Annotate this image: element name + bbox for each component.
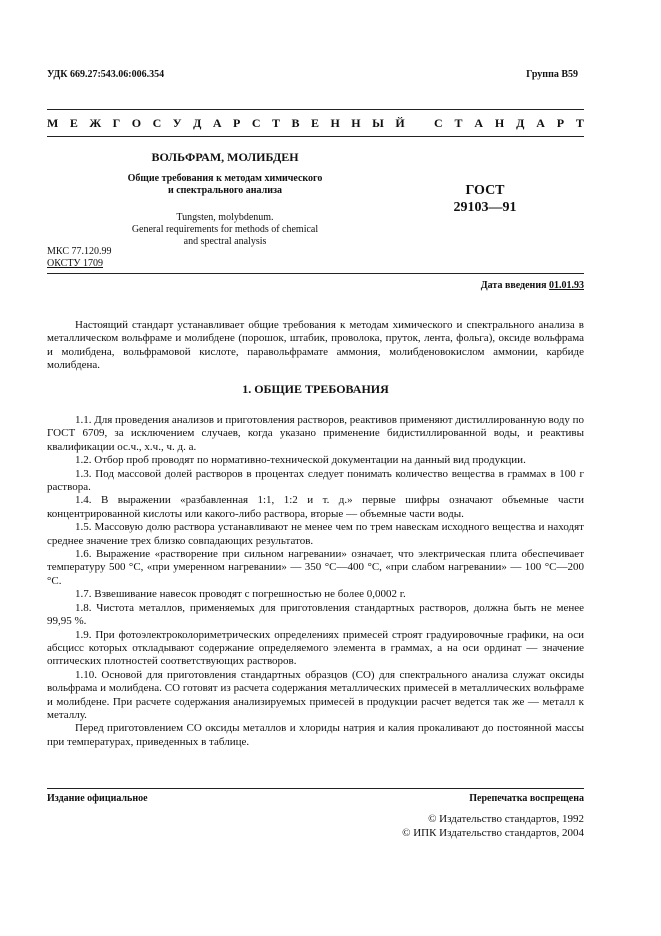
- clause-1-4: 1.4. В выражении «разбавленная 1:1, 1:2 и т. д.» первые шифры означают объемные части концентрированной кислоты или какого-либо раствора, вторые — объемные части воды.: [47, 494, 584, 520]
- banner-letter: Г: [112, 116, 121, 130]
- gost-label: ГОСТ: [465, 183, 505, 198]
- banner-letter: М: [47, 116, 59, 130]
- clause-1-7: 1.7. Взвешивание навесок проводят с погрешностью не более 0,0002 г.: [75, 588, 406, 601]
- group-code: Группа В59: [526, 69, 578, 80]
- banner-letter: С: [434, 116, 443, 130]
- codes-rule: [47, 273, 584, 274]
- banner-letter: С: [152, 116, 162, 130]
- banner-letter: Н: [330, 116, 340, 130]
- banner-letter: Д: [516, 116, 525, 130]
- clause-1-10-cont: Перед приготовлением СО оксиды металлов и хлориды натрия и калия прокаливают до постоянной массы при температурах, приведенных в таблице.: [47, 722, 584, 748]
- banner-letter: Т: [271, 116, 280, 130]
- gost-number: 29103—91: [453, 200, 517, 215]
- clause-1-9: 1.9. При фотоэлектроколориметрических определениях примесей строят градуировочные графики, на оси абсцисс которых откладывают содержание определяемого элемента в граммах, а на оси ординат — значение оптических плотностей соответствующих растворов.: [47, 628, 584, 668]
- mks-code: МКС 77.120.99: [47, 246, 112, 257]
- date-label: Дата введения: [480, 280, 547, 291]
- section-body: [47, 414, 584, 749]
- banner-letter: Т: [454, 116, 463, 130]
- copyright-line-1: © Издательство стандартов, 1992: [428, 813, 584, 825]
- banner-letter: Н: [351, 116, 361, 130]
- clause-1-8: 1.8. Чистота металлов, применяемых для приготовления стандартных растворов, должна быть не менее 99,95 %.: [47, 601, 584, 628]
- doc-title: ВОЛЬФРАМ, МОЛИБДЕН: [151, 150, 299, 164]
- date-value: 01.01.93: [549, 280, 584, 291]
- clause-1-2: 1.2. Отбор проб проводят по нормативно-технической документации на данный вид продукции.: [75, 454, 526, 467]
- footer-rule: [47, 788, 584, 789]
- banner-letter: Ж: [89, 116, 102, 130]
- banner-letter: Н: [494, 116, 505, 130]
- english-title-line-1: Tungsten, molybdenum.: [176, 212, 274, 223]
- top-rule: [47, 109, 584, 110]
- banner-letter: А: [212, 116, 222, 130]
- clause-1-10: 1.10. Основой для приготовления стандартных образцов (СО) для спектрального анализа служат оксиды вольфрама и молибдена. СО готовят из расчета содержания металлических примесей в металлических вольфраме и молибдене. При расчете содержания анализируемых примесей в продукции расчет ведется так же — металл к металлу.: [47, 668, 584, 721]
- banner-letter: Р: [556, 116, 565, 130]
- banner-rule: [47, 136, 584, 137]
- english-title: [120, 212, 330, 248]
- banner-letter: В: [291, 116, 300, 130]
- clause-1-3: 1.3. Под массовой долей растворов в процентах следует понимать количество вещества в граммах в 100 г раствора.: [47, 467, 584, 494]
- reprint-notice: Перепечатка воспрещена: [469, 793, 584, 804]
- banner-word-interstate: [47, 116, 405, 131]
- copyright-line-2: © ИПК Издательство стандартов, 2004: [402, 827, 584, 839]
- intro-paragraph: [47, 319, 584, 373]
- classification-codes: [47, 246, 111, 270]
- banner-letter: Р: [232, 116, 241, 130]
- banner-letter: А: [536, 116, 545, 130]
- gost-designation: [430, 182, 540, 216]
- standard-banner: [47, 116, 584, 131]
- udk-code: УДК 669.27:543.06:006.354: [47, 69, 165, 80]
- banner-letter: Т: [575, 116, 584, 130]
- banner-letter: А: [474, 116, 484, 130]
- clause-1-6: 1.6. Выражение «растворение при сильном нагревании» означает, что электрическая плита обеспечивает температуру 500 °С, «при умеренном нагревании» — 350 °С—400 °С, «при слабом нагревании» — 100 °С—200 °С.: [47, 548, 584, 587]
- copyright-block: [402, 812, 584, 840]
- banner-letter: Д: [193, 116, 202, 130]
- banner-letter: Е: [69, 116, 78, 130]
- doc-subtitle: [120, 173, 330, 197]
- banner-letter: О: [131, 116, 142, 130]
- english-title-line-3: and spectral analysis: [183, 236, 267, 247]
- banner-letter: С: [251, 116, 261, 130]
- section-title: 1. ОБЩИЕ ТРЕБОВАНИЯ: [242, 382, 389, 396]
- subtitle-line-2: и спектрального анализа: [167, 185, 283, 196]
- official-edition: Издание официальное: [47, 793, 148, 804]
- subtitle-line-1: Общие требования к методам химического: [127, 173, 323, 184]
- banner-letter: Е: [310, 116, 319, 130]
- okstu-code: ОКСТУ 1709: [47, 258, 104, 269]
- intro-text: Настоящий стандарт устанавливает общие требования к методам химического и спектрального анализа в металлическом вольфраме и молибдене (порошок, штабик, проволока, пруток, лента, фольга), оксиде вольфрама и молибдена, вольфрамовой кислоте, паравольфрамате аммония, молибденовокислом аммонии, карбиде молибдена.: [47, 319, 584, 372]
- english-title-line-2: General requirements for methods of chemical: [131, 224, 319, 235]
- banner-word-standard: [434, 116, 584, 131]
- banner-letter: У: [172, 116, 182, 130]
- banner-letter: Й: [395, 116, 405, 130]
- introduction-date: [481, 280, 584, 291]
- banner-letter: Ы: [372, 116, 384, 130]
- clause-1-1: 1.1. Для проведения анализов и приготовления растворов, реактивов применяют дистиллированную воду по ГОСТ 6709, за исключением случаев, когда указано применение бидистиллированной воды, и реактивы квалификации ос.ч., х.ч., ч. д. а.: [47, 414, 584, 453]
- clause-1-5: 1.5. Массовую долю раствора устанавливают не менее чем по трем навескам исходного вещества и находят среднее значение трех близко совпадающих результатов.: [47, 521, 584, 547]
